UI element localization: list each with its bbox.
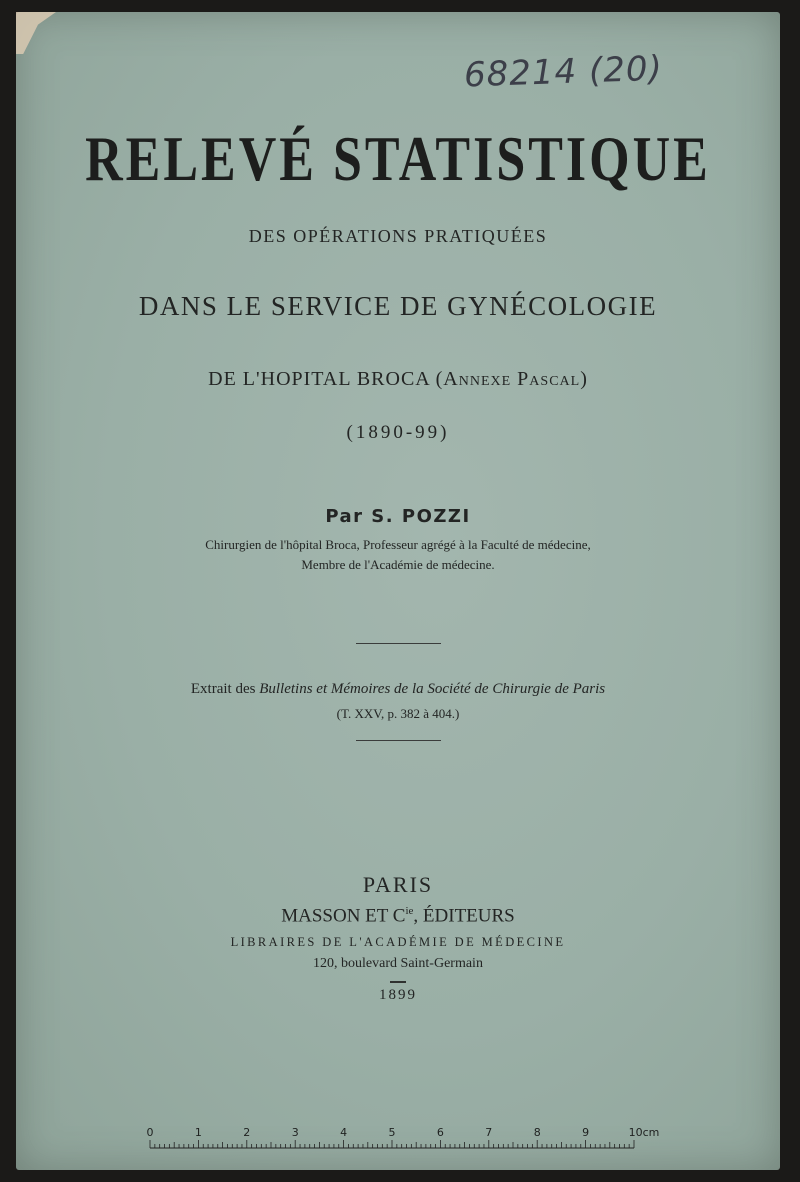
author-line: Par S. POZZI — [325, 506, 471, 527]
publisher — [16, 905, 780, 927]
ruler-label: 6 — [436, 1126, 444, 1139]
author-affiliation-2: Membre de l'Académie de médecine. — [301, 557, 495, 572]
hospital-name: DE L'HOPITAL BROCA — [208, 368, 430, 390]
publisher-suffix: , ÉDITEURS — [413, 905, 515, 927]
ruler-label: 0 — [146, 1126, 154, 1139]
document-title: RELEVÉ STATISTIQUE — [85, 125, 711, 195]
ruler-scale — [146, 1126, 660, 1160]
torn-corner — [16, 12, 56, 54]
ruler-label: 4 — [340, 1126, 348, 1139]
small-dash — [390, 981, 406, 983]
divider-bottom — [356, 740, 441, 741]
publication-year: 1899 — [379, 987, 417, 1003]
ruler-label: 2 — [243, 1126, 251, 1139]
handwritten-shelfmark: 68214 (20) — [463, 48, 664, 96]
extract-prefix: Extrait des — [190, 681, 256, 697]
publisher-sup: ie — [405, 905, 414, 917]
ruler-label: 5 — [388, 1126, 396, 1139]
extract-source — [16, 681, 780, 698]
ruler-label: 7 — [485, 1126, 493, 1139]
ruler-label: 8 — [533, 1126, 541, 1139]
publisher-name: MASSON ET C — [281, 905, 406, 927]
ruler-label: 1 — [194, 1126, 202, 1139]
extract-journal: Bulletins et Mémoires de la Société de Chirurgie de Paris — [259, 681, 606, 697]
date-range: (1890-99) — [346, 422, 450, 443]
subtitle-line-2: DANS LE SERVICE DE GYNÉCOLOGIE — [138, 291, 658, 321]
hospital-annex: (Annexe Pascal) — [435, 368, 588, 390]
author-affiliation-1: Chirurgien de l'hôpital Broca, Professeur agrégé à la Faculté de médecine, — [205, 537, 591, 552]
publication-city: PARIS — [362, 872, 434, 897]
divider-top — [356, 643, 441, 644]
subtitle-line-3 — [16, 368, 780, 391]
pamphlet-cover — [16, 12, 780, 1170]
publisher-title: LIBRAIRES DE L'ACADÉMIE DE MÉDECINE — [230, 935, 566, 949]
ruler-label: 3 — [291, 1126, 299, 1139]
subtitle-line-1: DES OPÉRATIONS PRATIQUÉES — [248, 226, 548, 246]
measurement-ruler — [146, 1126, 660, 1160]
extract-pages: (T. XXV, p. 382 à 404.) — [336, 706, 460, 721]
ruler-label: 10cm — [628, 1126, 660, 1139]
ruler-label: 9 — [582, 1126, 590, 1139]
publisher-address: 120, boulevard Saint-Germain — [313, 956, 483, 971]
